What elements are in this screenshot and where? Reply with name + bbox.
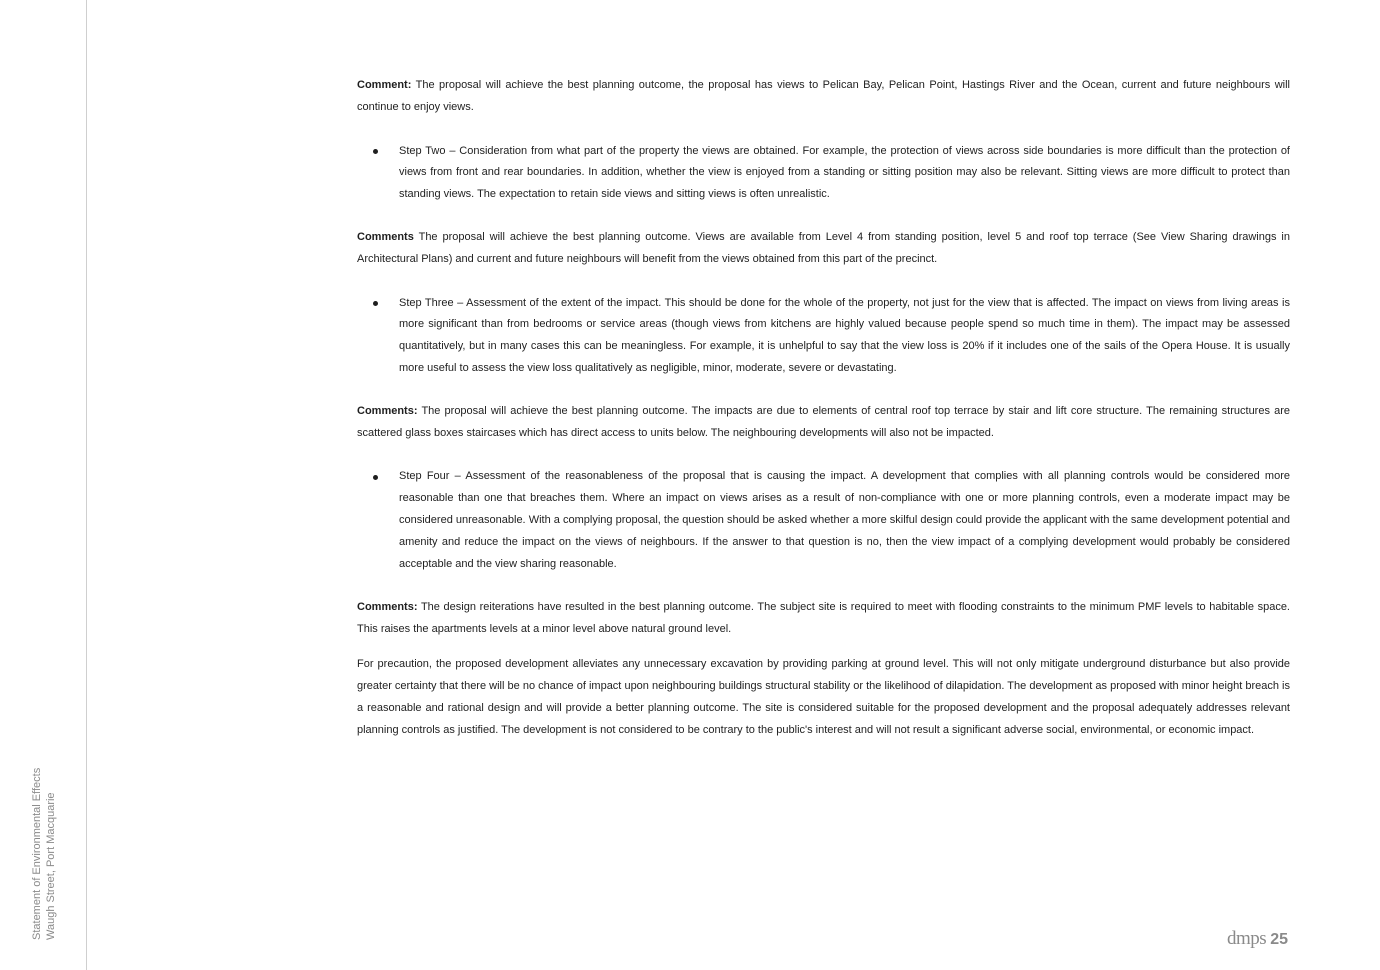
bullet-icon (373, 149, 378, 154)
bullet-icon (373, 475, 378, 480)
step-text: Step Three – Assessment of the extent of the impact. This should be done for the whole of the property, not just for the view that is affected. The impact on views from living areas is more significant than from bedrooms or service areas (though views from kitchens are highly valued because people spend so much time in them). The impact may be assessed quantitatively, but in many cases this can be meaningless. For example, it is unhelpful to say that the view loss is 20% if it includes one of the sails of the Opera House. It is usually more useful to assess the view loss qualitatively as negligible, minor, moderate, severe or devastating. (399, 296, 1290, 374)
page-footer (1227, 928, 1288, 950)
comment-paragraph-2 (357, 227, 1290, 271)
comment-label: Comment: (357, 79, 412, 91)
comment-paragraph-4 (357, 597, 1290, 641)
comment-label: Comments: (357, 405, 418, 418)
bullet-icon (373, 301, 378, 306)
comment-paragraph-3 (357, 401, 1290, 445)
list-item-step-four (357, 466, 1290, 575)
conclusion-paragraph: For precaution, the proposed development alleviates any unnecessary excavation by providing parking at ground level. This will not only mitigate underground disturbance but also provide greater certainty that there will be no chance of impact upon neighbouring buildings structural stability or the likelihood of dilapidation. The development as proposed with minor height breach is a reasonable and rational design and will provide a better planning outcome. The site is considered suitable for the proposed development and the proposal adequately addresses relevant planning controls as justified. The development is not considered to be contrary to the public's interest and will not result a significant adverse social, environmental, or economic impact. (357, 658, 1290, 736)
document-title: Statement of Environmental Effects (31, 767, 43, 940)
comment-label: Comments (357, 231, 414, 244)
step-text: Step Two – Consideration from what part of the property the views are obtained. For example, the protection of views across side boundaries is more difficult than the protection of views from front and rear boundaries. In addition, whether the view is enjoyed from a standing or sitting position may also be relevant. Sitting views are more difficult to protect than standing views. The expectation to retain side views and sitting views is often unrealistic. (399, 144, 1290, 201)
comment-text: The design reiterations have resulted in the best planning outcome. The subject site is required to meet with flooding constraints to the minimum PMF levels to habitable space. This raises the apartments levels at a minor level above natural ground level. (357, 600, 1290, 635)
document-location: Waugh Street, Port Macquarie (45, 792, 57, 940)
comment-text: The proposal will achieve the best planning outcome, the proposal has views to Pelican Bay, Pelican Point, Hastings River and the Ocean, current and future neighbours will continue to enjoy views. (357, 79, 1290, 113)
list-item-step-two (357, 141, 1290, 206)
sidebar-caption (30, 768, 58, 940)
list-item-step-three (357, 293, 1290, 380)
brand-logo: dmps (1227, 928, 1267, 949)
comment-label: Comments: (357, 600, 418, 613)
sidebar-divider (86, 0, 87, 970)
comment-text: The proposal will achieve the best planning outcome. Views are available from Level 4 from standing position, level 5 and roof top terrace (See View Sharing drawings in Architectural Plans) and current and future neighbours will benefit from the views obtained from this part of the precinct. (357, 231, 1290, 266)
step-text: Step Four – Assessment of the reasonableness of the proposal that is causing the impact. A development that complies with all planning controls would be considered more reasonable than one that breaches them. Where an impact on views arises as a result of non-compliance with one or more planning controls, even a moderate impact may be considered unreasonable. With a complying proposal, the question should be asked whether a more skilful design could provide the applicant with the same development potential and amenity and reduce the impact on the views of neighbours. If the answer to that question is no, then the view impact of a complying development would probably be considered acceptable and the view sharing reasonable. (399, 470, 1290, 570)
comment-paragraph-1 (357, 75, 1290, 119)
page-number: 25 (1270, 931, 1288, 948)
page-body (357, 75, 1290, 742)
comment-text: The proposal will achieve the best planning outcome. The impacts are due to elements of central roof top terrace by stair and lift core structure. The remaining structures are scattered glass boxes staircases which has direct access to units below. The neighbouring developments will also not be impacted. (357, 405, 1290, 440)
